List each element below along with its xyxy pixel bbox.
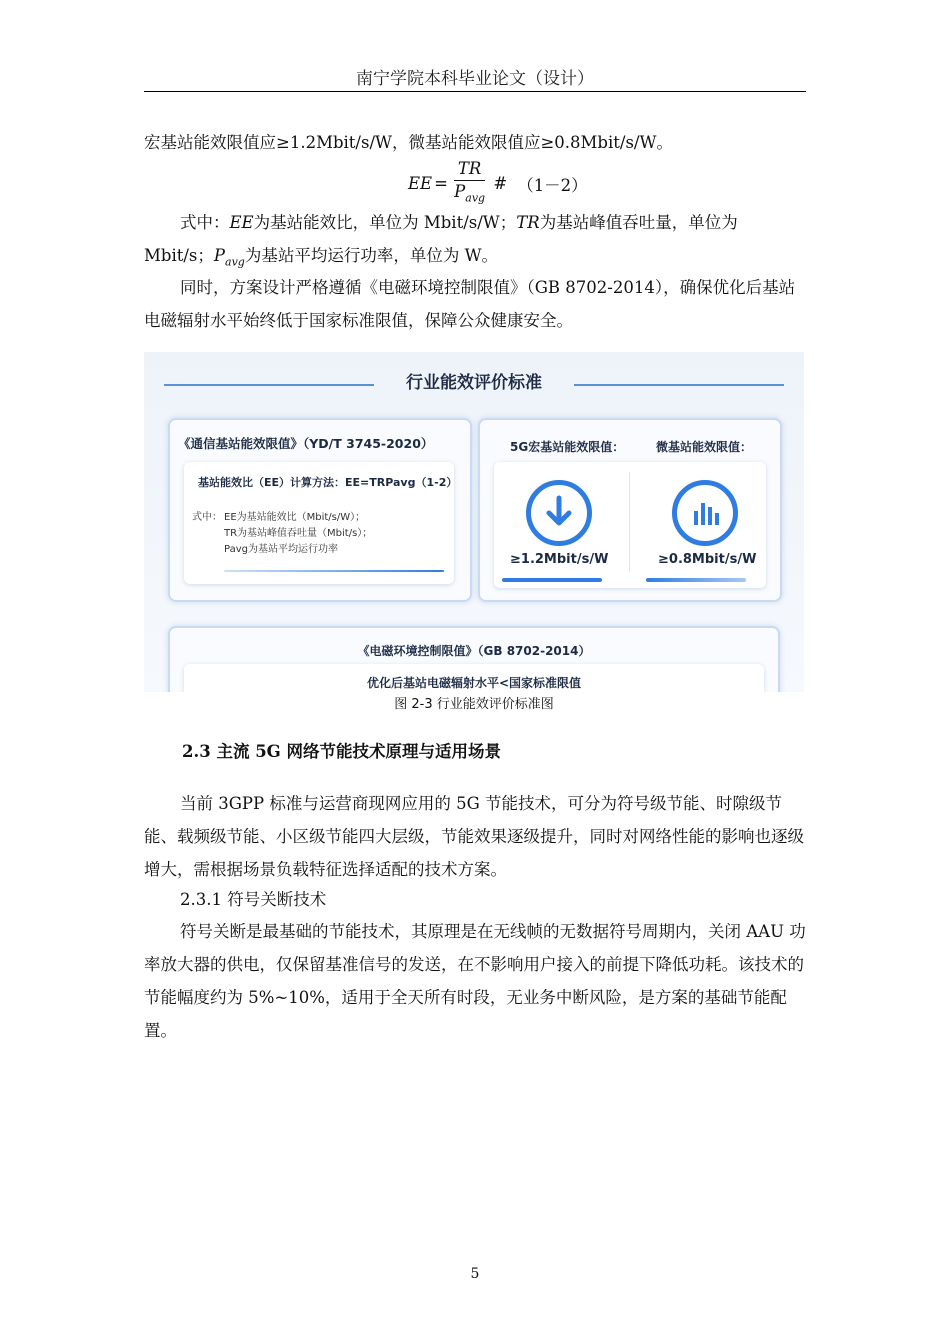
method-card [184, 462, 458, 584]
bottom-card [184, 664, 764, 692]
figure-caption: 图 2-3 行业能效评价标准图 [394, 697, 554, 712]
micro-bar [646, 578, 746, 582]
bottom-text: 优化后基站电磁辐射水平<国家标准限值 [366, 676, 582, 690]
section-heading: 2.3 主流 5G 网络节能技术原理与适用场景 [182, 742, 502, 761]
micro-label: 微基站能效限值： [656, 440, 753, 454]
symbol-ee: EE [229, 213, 254, 232]
formula-equals: = [434, 174, 448, 194]
formula-fraction [454, 158, 485, 209]
symbol-tr: TR [516, 213, 540, 232]
limits-card [494, 462, 766, 588]
subsection-heading: 2.3.1 符号关断技术 [180, 890, 327, 909]
download-arrow-icon [526, 480, 592, 546]
where-line-1: EE为基站能效比（Mbit/s/W）； [224, 512, 366, 523]
macro-value: ≥1.2Mbit/s/W [510, 552, 609, 567]
equation-ee [408, 158, 588, 209]
bottom-title: 《电磁环境控制限值》（GB 8702-2014） [357, 644, 591, 658]
panel-emc-standard [168, 626, 780, 692]
paragraph-limits: 宏基站能效限值应≥1.2Mbit/s/W，微基站能效限值应≥0.8Mbit/s/W。 [144, 133, 673, 152]
paragraph-symbol-shutdown: 符号关断是最基础的节能技术，其原理是在无线帧的无数据符号周期内，关闭 AAU 功率放大器的供电，仅保留基准信号的发送，在不影响用户接入的前提下降低功耗。该技术的节能幅度约为 5%~10%，适用于全天所有时段，无业务中断风险，是方案的基础节能配置。 [144, 922, 806, 1040]
page-header: 南宁学院本科毕业论文（设计） [356, 69, 594, 89]
limits-divider [629, 472, 630, 572]
formula-denominator: $P_{avg}$ [454, 182, 486, 205]
where-line-3: Pavg为基站平均运行功率 [224, 544, 338, 555]
macro-bar [502, 578, 602, 582]
bar-chart-icon [672, 480, 738, 546]
paragraph-where: 式中：EE为基站能效比，单位为 Mbit/s/W；TR为基站峰值吞吐量，单位为Mbit/s；$P_{avg}$为基站平均运行功率，单位为 W。 [144, 213, 738, 269]
method-text: 基站能效比（EE）计算方法：EE=TRPavg（1-2） [198, 476, 458, 489]
paragraph-emc: 同时，方案设计严格遵循《电磁环境控制限值》（GB 8702-2014），确保优化后基站电磁辐射水平始终低于国家标准限值，保障公众健康安全。 [144, 278, 796, 330]
micro-value: ≥0.8Mbit/s/W [658, 552, 757, 567]
progress-decor-bar [224, 570, 444, 572]
formula-numerator: TR [454, 158, 485, 181]
figure-energy-standards [144, 352, 804, 692]
header-rule [144, 91, 806, 92]
macro-label: 5G宏基站能效限值： [510, 440, 625, 454]
formula-lhs: EE [408, 174, 433, 194]
figure-title: 行业能效评价标准 [406, 373, 542, 393]
left-panel-title: 《通信基站能效限值》（YD/T 3745-2020） [178, 436, 434, 451]
panel-limits [478, 418, 782, 602]
panel-yd-standard [168, 418, 472, 602]
formula-tag: （1－2） [517, 175, 588, 195]
where-label: 式中： [192, 512, 222, 523]
paragraph-overview: 当前 3GPP 标准与运营商现网应用的 5G 节能技术，可分为符号级节能、时隙级节能、载频级节能、小区级节能四大层级，节能效果逐级提升，同时对网络性能的影响也逐级增大，需根据场景负载特征选择适配的技术方案。 [144, 794, 804, 879]
where-line-2: TR为基站峰值吞吐量（Mbit/s）； [224, 528, 373, 539]
symbol-p: P [213, 246, 226, 265]
page-number: 5 [470, 1266, 480, 1282]
formula-hash: # [493, 174, 508, 194]
